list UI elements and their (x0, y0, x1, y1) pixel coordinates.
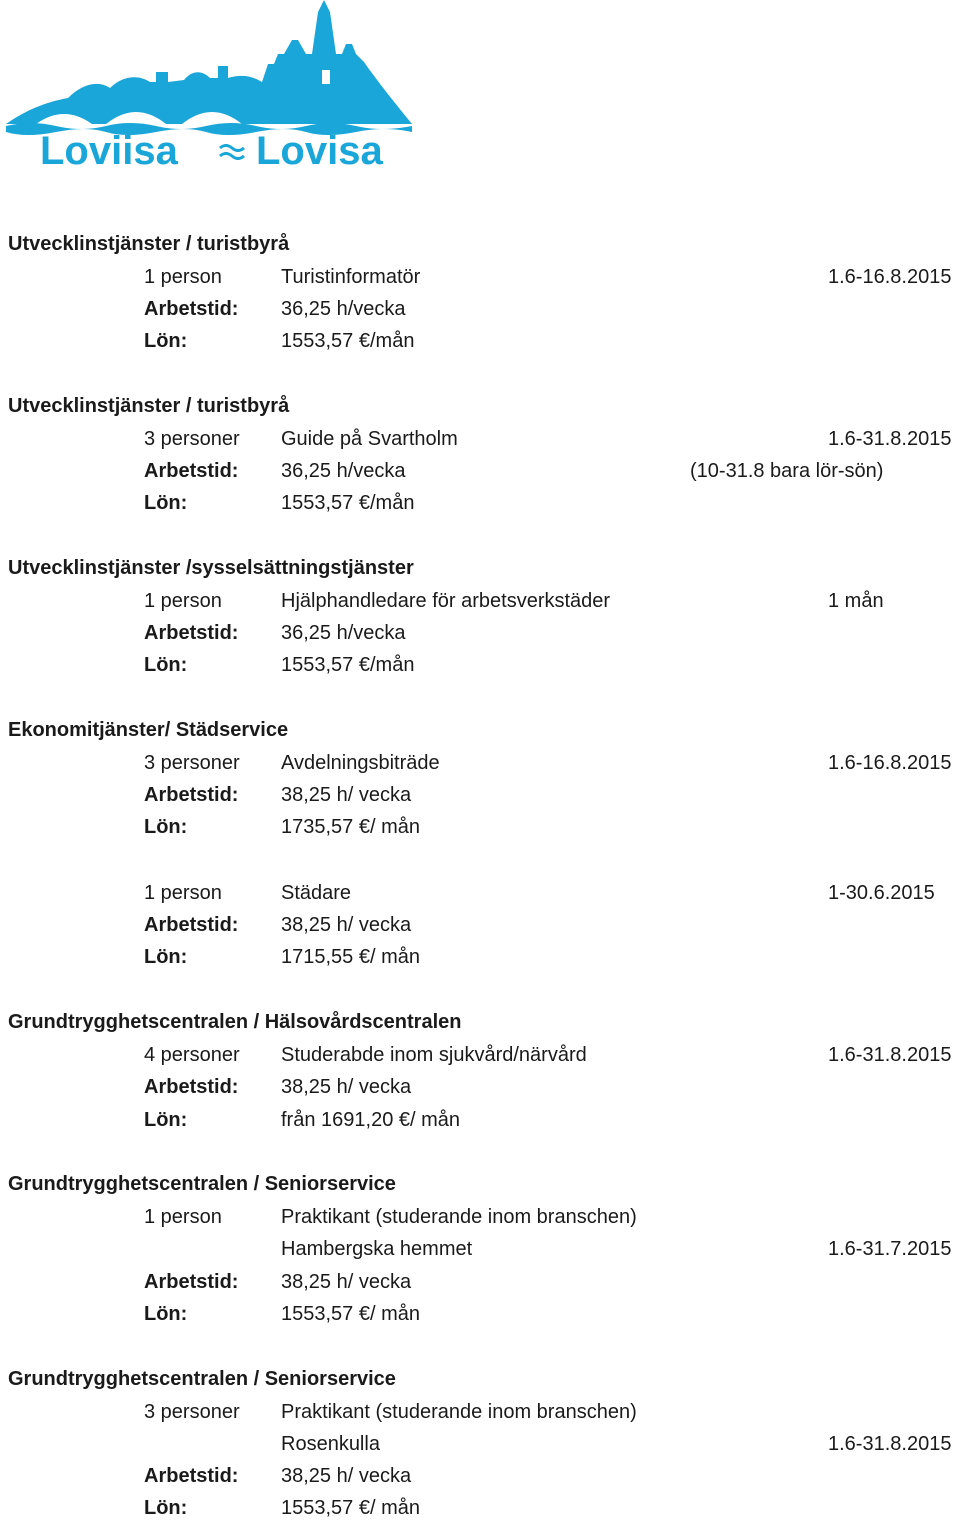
job-title: Guide på Svartholm (281, 428, 458, 450)
worktime-label: Arbetstid: (144, 1465, 239, 1487)
logo-text-left: Loviisa (40, 129, 178, 172)
job-row (0, 261, 960, 293)
section-heading-row (0, 1168, 960, 1200)
person-count: 1 person (144, 1206, 222, 1228)
section-heading: Grundtrygghetscentralen / Seniorservice (8, 1173, 396, 1195)
job-row (0, 1039, 960, 1071)
section-heading: Utvecklinstjänster / turistbyrå (8, 395, 290, 417)
worktime-label: Arbetstid: (144, 1271, 239, 1293)
section-heading: Utvecklinstjänster /sysselsättningstjänster (8, 557, 414, 579)
section-heading: Ekonomitjänster/ Städservice (8, 719, 289, 741)
salary-row (0, 649, 960, 681)
worktime-value: 36,25 h/vecka (281, 460, 406, 482)
salary-row (0, 1298, 960, 1330)
job-row (0, 1201, 960, 1233)
salary-value: 1553,57 €/ mån (281, 1303, 420, 1325)
worktime-row (0, 455, 960, 487)
worktime-note: (10-31.8 bara lör-sön) (690, 460, 884, 482)
section-heading-row (0, 714, 960, 746)
job-period: 1.6-31.8.2015 (828, 428, 952, 450)
salary-label: Lön: (144, 1303, 188, 1325)
person-count: 1 person (144, 590, 222, 612)
worktime-label: Arbetstid: (144, 622, 239, 644)
worktime-row (0, 779, 960, 811)
salary-value: 1553,57 €/mån (281, 654, 415, 676)
section-heading-row (0, 1363, 960, 1395)
worktime-label: Arbetstid: (144, 298, 239, 320)
worktime-value: 38,25 h/ vecka (281, 1465, 412, 1487)
salary-label: Lön: (144, 330, 188, 352)
job-period: 1.6-16.8.2015 (828, 266, 952, 288)
worktime-value: 38,25 h/ vecka (281, 1076, 412, 1098)
workplace: Hambergska hemmet (281, 1238, 473, 1260)
salary-label: Lön: (144, 1109, 188, 1131)
worktime-row (0, 1071, 960, 1103)
job-row (0, 423, 960, 455)
section-heading-row (0, 390, 960, 422)
salary-label: Lön: (144, 654, 188, 676)
person-count: 3 personer (144, 428, 240, 450)
job-period: 1.6-31.8.2015 (828, 1433, 952, 1455)
section-heading-row (0, 552, 960, 584)
person-count: 1 person (144, 266, 222, 288)
job-row (0, 747, 960, 779)
job-row (0, 585, 960, 617)
salary-row (0, 487, 960, 519)
worktime-value: 36,25 h/vecka (281, 298, 406, 320)
job-title: Praktikant (studerande inom branschen) (281, 1206, 637, 1228)
worktime-row (0, 293, 960, 325)
job-period: 1.6-31.8.2015 (828, 1044, 952, 1066)
salary-value: 1715,55 €/ mån (281, 946, 420, 968)
salary-row (0, 325, 960, 357)
worktime-value: 38,25 h/ vecka (281, 914, 412, 936)
salary-label: Lön: (144, 816, 188, 838)
worktime-row (0, 909, 960, 941)
job-title: Studerabde inom sjukvård/närvård (281, 1044, 587, 1066)
job-title: Praktikant (studerande inom branschen) (281, 1401, 637, 1423)
worktime-row (0, 617, 960, 649)
person-count: 3 personer (144, 752, 240, 774)
section-heading-row (0, 1006, 960, 1038)
job-period: 1.6-16.8.2015 (828, 752, 952, 774)
job-period: 1 mån (828, 590, 884, 612)
worktime-row (0, 1460, 960, 1492)
person-count: 3 personer (144, 1401, 240, 1423)
salary-row (0, 941, 960, 973)
worktime-label: Arbetstid: (144, 784, 239, 806)
salary-value: från 1691,20 €/ mån (281, 1109, 461, 1131)
salary-row (0, 1104, 960, 1136)
worktime-value: 36,25 h/vecka (281, 622, 406, 644)
salary-value: 1553,57 €/mån (281, 492, 415, 514)
section-heading: Utvecklinstjänster / turistbyrå (8, 233, 290, 255)
job-title: Avdelningsbiträde (281, 752, 440, 774)
worktime-label: Arbetstid: (144, 914, 239, 936)
section-heading-row (0, 228, 960, 260)
job-row (0, 877, 960, 909)
salary-row (0, 811, 960, 843)
salary-value: 1553,57 €/ mån (281, 1497, 420, 1519)
person-count: 4 personer (144, 1044, 240, 1066)
salary-label: Lön: (144, 946, 188, 968)
salary-label: Lön: (144, 1497, 188, 1519)
workplace-row (0, 1233, 960, 1265)
salary-value: 1553,57 €/mån (281, 330, 415, 352)
job-row (0, 1396, 960, 1428)
salary-row (0, 1492, 960, 1524)
worktime-label: Arbetstid: (144, 460, 239, 482)
workplace-row (0, 1428, 960, 1460)
workplace: Rosenkulla (281, 1433, 380, 1455)
worktime-row (0, 1266, 960, 1298)
worktime-value: 38,25 h/ vecka (281, 1271, 412, 1293)
salary-value: 1735,57 €/ mån (281, 816, 420, 838)
job-title: Städare (281, 882, 352, 904)
worktime-label: Arbetstid: (144, 1076, 239, 1098)
person-count: 1 person (144, 882, 222, 904)
job-period: 1.6-31.7.2015 (828, 1238, 952, 1260)
section-heading: Grundtrygghetscentralen / Hälsovårdscentralen (8, 1011, 462, 1033)
section-heading: Grundtrygghetscentralen / Seniorservice (8, 1368, 396, 1390)
salary-label: Lön: (144, 492, 188, 514)
logo-text-right: Lovisa (256, 129, 383, 172)
job-period: 1-30.6.2015 (828, 882, 935, 904)
job-title: Hjälphandledare för arbetsverkstäder (281, 590, 611, 612)
job-title: Turistinformatör (281, 266, 421, 288)
worktime-value: 38,25 h/ vecka (281, 784, 412, 806)
